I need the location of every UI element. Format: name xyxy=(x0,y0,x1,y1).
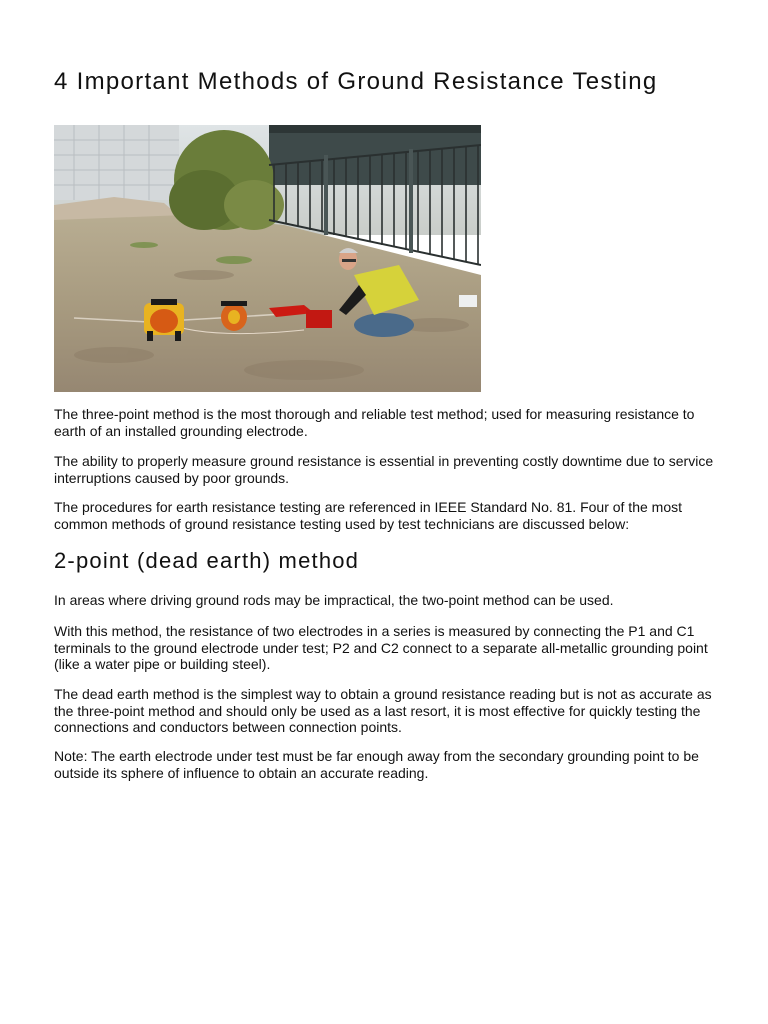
section-paragraph-3: The dead earth method is the simplest way to obtain a ground resistance reading but is not as accurate as the three-point method and should only be used as a last resort, it is most effective for quickly testing the connections and conductors between connection points. xyxy=(54,686,712,735)
section-paragraph-note: Note: The earth electrode under test must be far enough away from the secondary grounding point to be outside its sphere of influence to obtain an accurate reading. xyxy=(54,748,699,781)
intro-paragraph-3: The procedures for earth resistance testing are referenced in IEEE Standard No. 81. Four of the most common methods of ground resistance testing used by test technicians are discussed below: xyxy=(54,499,682,532)
section-heading: 2-point (dead earth) method xyxy=(54,548,360,573)
intro-paragraph-1: The three-point method is the most thorough and reliable test method; used for measuring resistance to earth of an installed grounding electrode. xyxy=(54,406,695,439)
intro-paragraph-2: The ability to properly measure ground resistance is essential in preventing costly downtime due to service interruptions caused by poor grounds. xyxy=(54,453,714,486)
section-paragraph-2: With this method, the resistance of two electrodes in a series is measured by connecting the P1 and C1 terminals to the ground electrode under test; P2 and C2 connect to a separate all-metallic grounding point (like a water pipe or building steel). xyxy=(54,623,708,672)
ground-testing-photo xyxy=(54,125,481,392)
section-paragraph-1: In areas where driving ground rods may be impractical, the two-point method can be used. xyxy=(54,592,614,608)
page-title: 4 Important Methods of Ground Resistance Testing xyxy=(54,68,658,95)
